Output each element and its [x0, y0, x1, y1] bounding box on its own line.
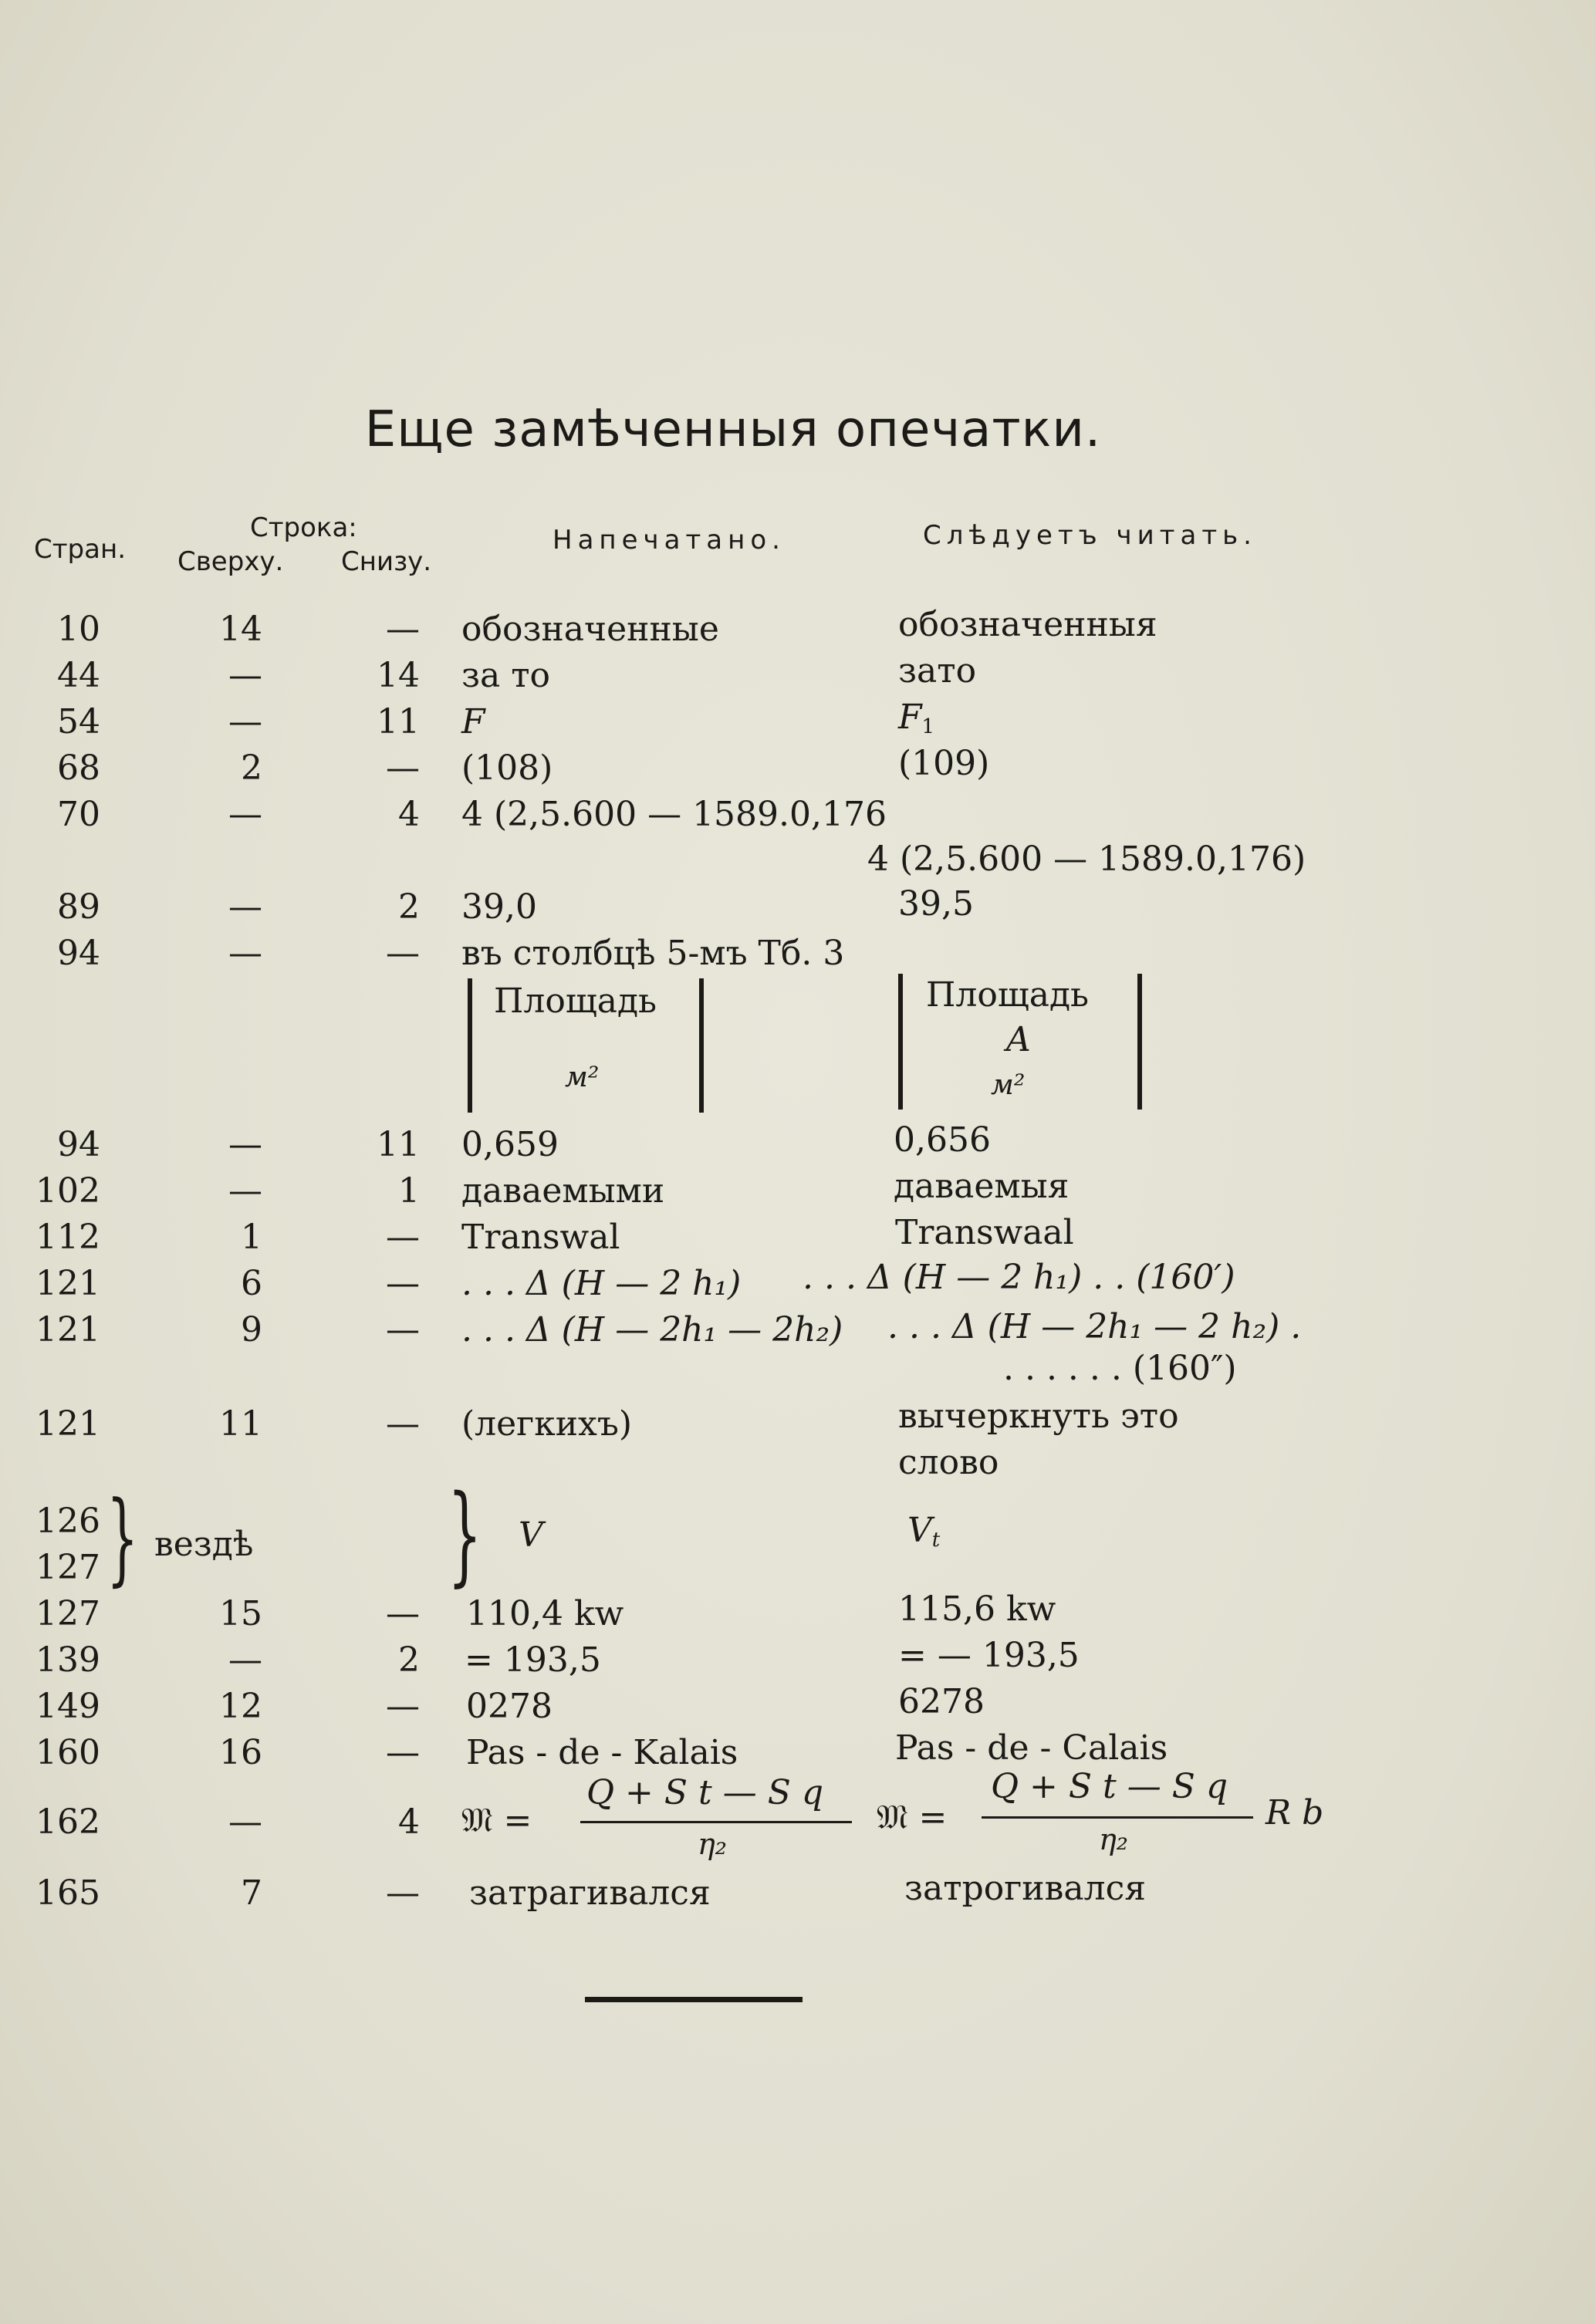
cell-printed: 4 (2,5.600 — 1589.0,176 [461, 795, 887, 834]
table-row [0, 1869, 1595, 1920]
table-row [0, 1728, 1595, 1779]
cell-from-bottom: — [386, 1687, 420, 1726]
cell-read: 6278 [898, 1682, 985, 1721]
cell-from-top: — [228, 1171, 262, 1211]
table-row [0, 1397, 1595, 1451]
cell-page: 112 [35, 1218, 100, 1257]
header-printed: Напечатано. [553, 525, 786, 556]
cell-from-bottom: — [386, 748, 420, 788]
table-row [0, 605, 1595, 656]
cell-page: 94 [57, 934, 100, 973]
cell-printed: Pas - de - Kalais [466, 1733, 738, 1772]
cell-page: 165 [35, 1873, 100, 1913]
cell-page: 10 [57, 610, 100, 649]
cell-page: 121 [35, 1264, 100, 1303]
header-read: Слѣдуетъ читать. [923, 520, 1257, 551]
cell-read-main: F [898, 698, 922, 737]
cell-read: Transwaal [895, 1213, 1074, 1252]
box-read-letter: A [1006, 1020, 1031, 1059]
cell-page: 126 [35, 1501, 100, 1541]
cell-printed: 0278 [466, 1687, 553, 1726]
cell-read [898, 698, 934, 738]
cell-page: 44 [57, 656, 100, 695]
cell-printed: (108) [461, 748, 553, 788]
formula-read-denominator: η₂ [1099, 1822, 1128, 1856]
cell-printed: даваемыми [461, 1171, 665, 1211]
cell-read: обозначенныя [898, 605, 1157, 644]
cell-read: зато [898, 651, 977, 691]
brace-right: } [106, 1479, 139, 1596]
box-rule-right [699, 978, 704, 1113]
cell-printed: F [461, 702, 485, 741]
everywhere-read-subscript: t [931, 1529, 941, 1552]
cell-from-bottom: 4 [398, 1802, 420, 1842]
cell-from-top: 14 [219, 610, 262, 649]
formula-printed-numerator: Q + S t — S q [586, 1773, 823, 1812]
cell-from-top: 15 [219, 1594, 262, 1633]
cell-read: = — 193,5 [898, 1636, 1080, 1675]
cell-read: 0,656 [894, 1120, 991, 1160]
cell-read-subscript: 1 [921, 715, 935, 738]
table-row [0, 1120, 1595, 1171]
cell-read-continued: . . . . . . (160″) [1003, 1349, 1237, 1388]
table-row [0, 651, 1595, 702]
cell-from-top: 1 [241, 1218, 262, 1257]
formula-read-numerator: Q + S t — S q [991, 1767, 1228, 1806]
cell-page: 127 [35, 1548, 100, 1587]
box-printed-unit: м² [565, 1062, 600, 1093]
cell-read: 39,5 [898, 884, 974, 924]
table-row [0, 1589, 1595, 1640]
cell-printed: затрагивался [469, 1873, 711, 1913]
page-title: Еще замѣченныя опечатки. [364, 401, 1102, 458]
formula-read-lhs: 𝔐 = [877, 1798, 948, 1837]
cell-printed: въ столбцѣ 5-мъ Тб. 3 [461, 934, 845, 973]
cell-page: 149 [35, 1687, 100, 1726]
brace-right: } [448, 1472, 482, 1598]
cell-from-top: 7 [241, 1873, 262, 1913]
box-rule-left [898, 974, 903, 1110]
cell-from-top: — [228, 795, 262, 834]
cell-page: 102 [35, 1171, 100, 1211]
table-row [0, 698, 1595, 748]
formula-read-tail: R b [1266, 1793, 1324, 1833]
cell-from-top: 6 [241, 1264, 262, 1303]
box-rule-left [468, 978, 472, 1113]
table-row [0, 1213, 1595, 1264]
table-row [0, 744, 1595, 795]
cell-from-bottom: 2 [398, 887, 420, 927]
cell-page: 70 [57, 795, 100, 834]
cell-printed: Transwal [461, 1218, 620, 1257]
cell-page: 54 [57, 702, 100, 741]
cell-page: 121 [35, 1404, 100, 1444]
cell-from-top: 11 [219, 1404, 262, 1444]
cell-from-top: 12 [219, 1687, 262, 1726]
cell-from-bottom: — [386, 934, 420, 973]
closing-rule [585, 1997, 803, 2002]
box-read-unit: м² [991, 1069, 1026, 1101]
cell-from-bottom: 11 [377, 702, 420, 741]
header-from-bottom: Снизу. [341, 546, 432, 577]
formula-printed-lhs: 𝔐 = [461, 1801, 532, 1840]
cell-page: 68 [57, 748, 100, 788]
cell-read: затрогивался [904, 1869, 1146, 1908]
header-page: Стран. [34, 534, 126, 565]
formula-printed-denominator: η₂ [698, 1827, 727, 1861]
header-line: Строка: [250, 512, 357, 543]
cell-page: 94 [57, 1125, 100, 1164]
cell-read: 115,6 kw [898, 1589, 1056, 1629]
everywhere-read [907, 1511, 940, 1552]
cell-from-bottom: 11 [377, 1125, 420, 1164]
cell-from-top: — [228, 656, 262, 695]
box-read-label: Площадь [926, 975, 1089, 1015]
cell-read: . . . Δ (H — 2 h₁) . . (160′) [803, 1258, 1235, 1297]
header-from-top: Сверху. [177, 546, 284, 577]
cell-printed: обозначенные [461, 610, 719, 649]
everywhere-read-main: V [907, 1511, 932, 1550]
cell-from-top: — [228, 1802, 262, 1842]
cell-read: 4 (2,5.600 — 1589.0,176) [867, 839, 1306, 879]
cell-from-bottom: 4 [398, 795, 420, 834]
everywhere-printed: V [519, 1515, 543, 1555]
table-row [0, 1307, 1595, 1356]
cell-page: 89 [57, 887, 100, 927]
cell-from-bottom: — [386, 1404, 420, 1444]
cell-printed: (легкихъ) [461, 1404, 633, 1444]
cell-read: даваемыя [894, 1167, 1070, 1206]
cell-read: вычеркнуть это [898, 1397, 1179, 1436]
cell-printed: 0,659 [461, 1125, 559, 1164]
cell-printed: 39,0 [461, 887, 537, 927]
cell-read: . . . Δ (H — 2h₁ — 2 h₂) . [887, 1307, 1302, 1346]
cell-page: 121 [35, 1310, 100, 1349]
cell-printed: = 193,5 [465, 1640, 601, 1680]
table-row [0, 1167, 1595, 1218]
cell-printed: 110,4 kw [466, 1594, 624, 1633]
cell-from-top: — [228, 1125, 262, 1164]
table-row [0, 1258, 1595, 1310]
table-row [0, 1682, 1595, 1733]
cell-page: 127 [35, 1594, 100, 1633]
cell-from-bottom: — [386, 1594, 420, 1633]
cell-read: Pas - de - Calais [895, 1728, 1168, 1768]
table-row [0, 1636, 1595, 1687]
box-rule-right [1137, 974, 1142, 1110]
cell-page: 139 [35, 1640, 100, 1680]
cell-from-bottom: — [386, 1264, 420, 1303]
cell-from-top: 9 [241, 1310, 262, 1349]
cell-read: (109) [898, 744, 990, 783]
cell-from-bottom: 2 [398, 1640, 420, 1680]
cell-page: 160 [35, 1733, 100, 1772]
table-row [0, 934, 1595, 980]
cell-from-top: — [228, 887, 262, 927]
cell-from-bottom: 14 [377, 656, 420, 695]
cell-page: 162 [35, 1802, 100, 1842]
cell-from-bottom: — [386, 1310, 420, 1349]
table-row [0, 884, 1595, 934]
cell-printed: . . . Δ (H — 2 h₁) [461, 1264, 742, 1303]
cell-from-bottom: — [386, 1218, 420, 1257]
cell-printed: . . . Δ (H — 2h₁ — 2h₂) [461, 1310, 843, 1349]
cell-from-bottom: — [386, 1873, 420, 1913]
cell-from-top: — [228, 1640, 262, 1680]
cell-printed: за то [461, 656, 551, 695]
everywhere-label: вездѣ [154, 1525, 254, 1564]
box-printed-label: Площадь [494, 981, 657, 1021]
cell-from-bottom: — [386, 610, 420, 649]
cell-from-top: 16 [219, 1733, 262, 1772]
cell-from-bottom: 1 [398, 1171, 420, 1211]
cell-from-top: — [228, 702, 262, 741]
cell-from-top: 2 [241, 748, 262, 788]
cell-from-bottom: — [386, 1733, 420, 1772]
cell-read-continued: слово [898, 1443, 999, 1482]
table-row [0, 795, 1595, 841]
cell-from-top: — [228, 934, 262, 973]
